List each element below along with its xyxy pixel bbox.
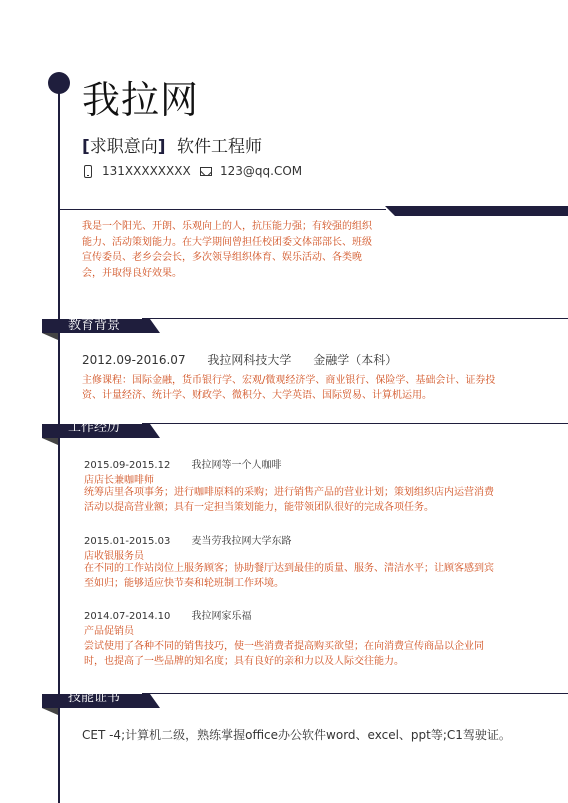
job-entry-3 — [84, 607, 252, 622]
timeline-dot — [48, 72, 70, 94]
job-entry-2 — [84, 532, 292, 547]
education-header-title: 教育背景 — [68, 318, 121, 333]
job-company: 麦当劳我拉网大学东路 — [191, 536, 292, 547]
job-period: 2014.07-2014.10 — [84, 611, 171, 622]
intent-bracket-open: [ — [82, 137, 90, 157]
skills-header-fold — [42, 708, 58, 715]
job-period: 2015.01-2015.03 — [84, 536, 171, 547]
intent-label: 求职意向 — [89, 137, 158, 157]
education-major: 金融学（本科） — [313, 353, 398, 367]
skills-text: CET -4;计算机二级，熟练掌握office办公软件word、excel、ppt等;C1驾驶证。 — [82, 728, 511, 742]
job-entry-1 — [84, 456, 282, 471]
work-header-line — [142, 423, 568, 424]
skills-header-line — [142, 693, 568, 694]
phone-number: 131XXXXXXXX — [102, 164, 191, 178]
job-title: 产品促销员 — [84, 626, 134, 637]
contact-phone — [84, 164, 191, 178]
job-title: 店店长兼咖啡师 — [84, 475, 154, 486]
intent-bracket-close: ] — [157, 137, 166, 157]
intent-value: 软件工程师 — [176, 137, 262, 157]
mail-icon — [200, 167, 212, 176]
education-period: 2012.09-2016.07 — [82, 353, 186, 367]
candidate-name: 我拉网 — [82, 78, 200, 122]
skills-header-title: 技能证书 — [68, 690, 121, 705]
self-introduction: 我是一个阳光、开朗、乐观向上的人，抗压能力强；有较强的组织能力、活动策划能力。在大学期间曾担任校团委文体部部长、班级宣传委员、老乡会会长，多次领导组织体育、娱乐活动、各类晚会，并取得良好效果。 — [82, 221, 372, 279]
work-header-fold — [42, 438, 58, 445]
job-period: 2015.09-2015.12 — [84, 460, 171, 471]
email-address: 123@qq.COM — [220, 164, 303, 178]
education-header-fold — [42, 333, 58, 340]
education-courses: 主修课程：国际金融，货币银行学、宏观/微观经济学、商业银行、保险学、基础会计、证券投资、计量经济、统计学、财政学、微积分、大学英语、国际贸易、计算机运用。 — [82, 375, 496, 401]
header-divider-band — [385, 206, 568, 216]
job-company: 我拉网等一个人咖啡 — [191, 460, 282, 471]
education-entry — [82, 351, 415, 368]
header-divider — [58, 209, 386, 210]
job-description: 在不同的工作站岗位上服务顾客；协助餐厅达到最佳的质量、服务、清洁水平；让顾客感到宾至如归；能够适应快节奏和轮班制工作环境。 — [84, 563, 494, 589]
education-school: 我拉网科技大学 — [207, 353, 292, 367]
job-intent — [82, 132, 262, 157]
job-description: 尝试使用了各种不同的销售技巧，使一些消费者提高购买欲望；在向消费宣传商品以企业同时，也提高了一些品牌的知名度；具有良好的亲和力以及人际交往能力。 — [84, 641, 484, 667]
work-header-title: 工作经历 — [68, 420, 121, 435]
contact-email — [200, 164, 302, 178]
education-header-line — [142, 318, 568, 319]
job-title: 店收银服务员 — [84, 551, 144, 562]
job-description: 统筹店里各项事务；进行咖啡原料的采购；进行销售产品的营业计划；策划组织店内运营消费活动以提高营业额；具有一定担当策划能力，能带领团队很好的完成各项任务。 — [84, 487, 494, 513]
phone-icon — [84, 165, 92, 178]
job-company: 我拉网家乐福 — [191, 611, 252, 622]
